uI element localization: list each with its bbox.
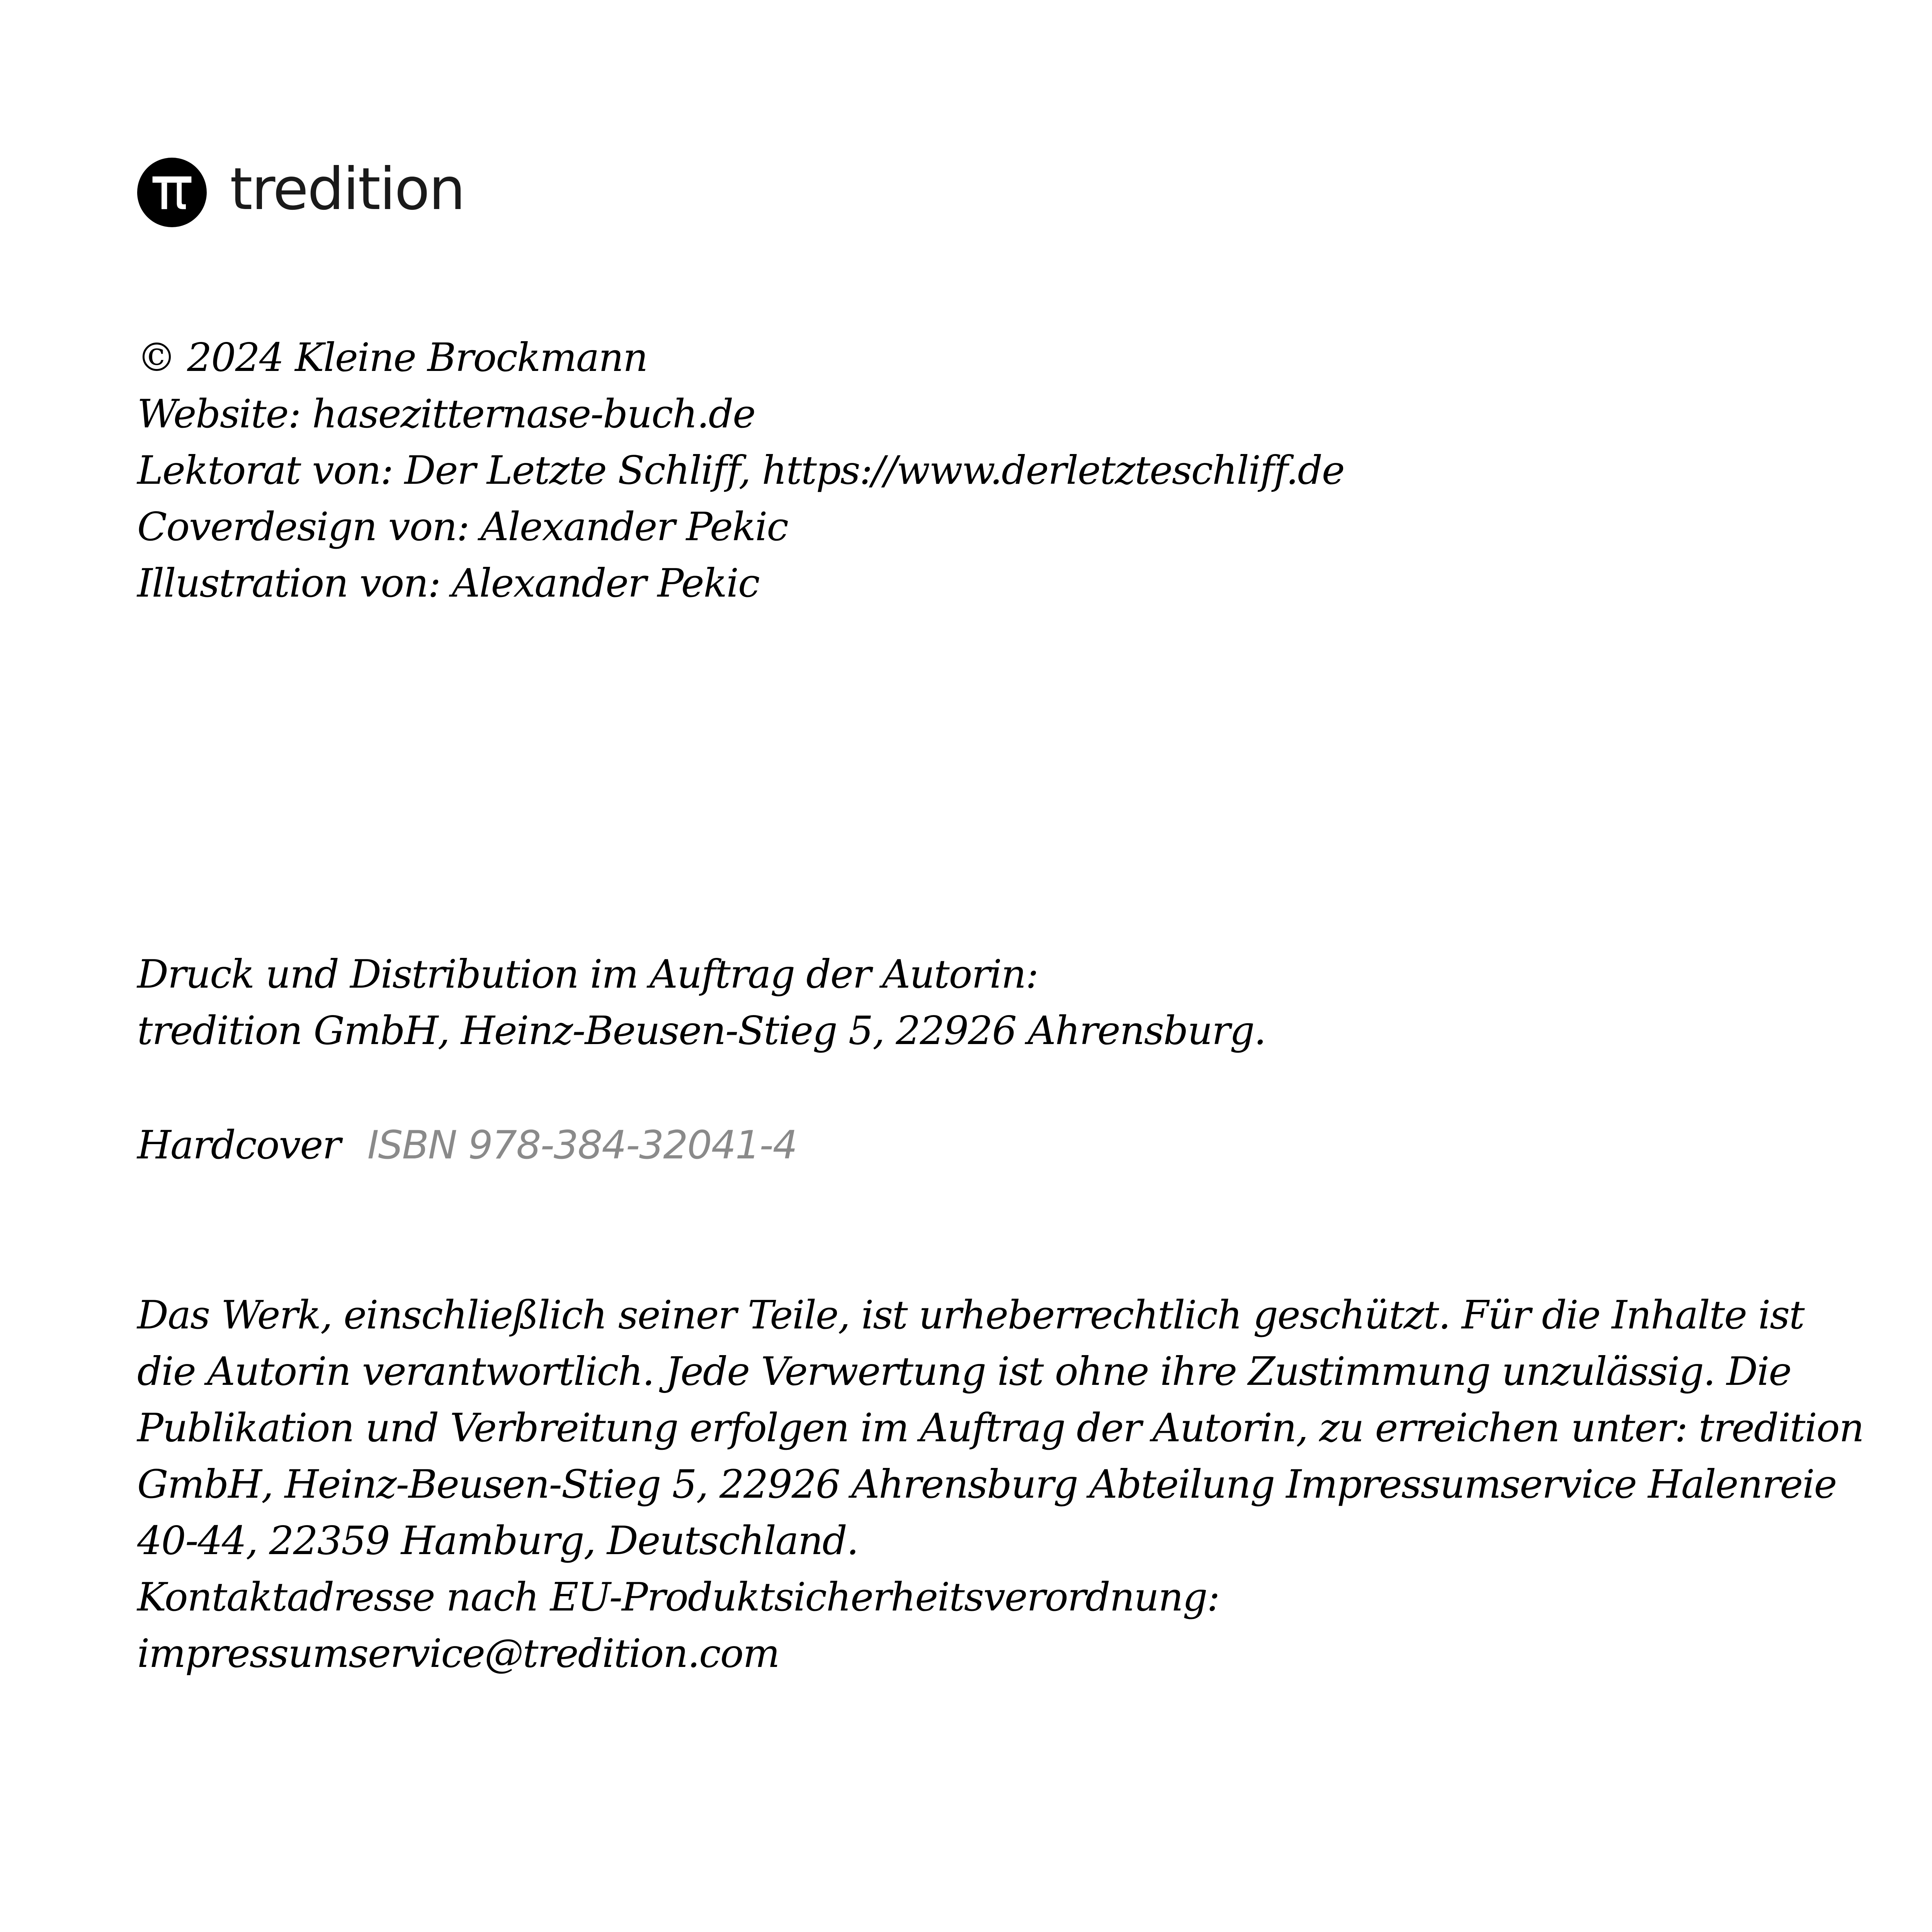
hardcover-label: Hardcover <box>137 1122 340 1168</box>
isbn-number: ISBN 978-384-32041-4 <box>367 1122 797 1168</box>
print-distribution-block <box>137 946 1265 1059</box>
legal-line: Publikation und Verbreitung erfolgen im Auftrag der Autorin, zu erreichen unter: tredition <box>137 1405 1864 1451</box>
credits-block <box>137 329 1344 611</box>
print-line-2: tredition GmbH, Heinz-Beusen-Stieg 5, 22926 Ahrensburg. <box>137 1008 1266 1053</box>
hardcover-isbn-line <box>137 1117 797 1173</box>
tredition-logo-icon <box>137 158 207 227</box>
illustration-line: Illustration von: Alexander Pekic <box>137 560 759 606</box>
legal-line: Das Werk, einschließlich seiner Teile, ist urheberrechtlich geschützt. Für die Inhalte ist <box>137 1292 1804 1338</box>
website-line: Website: hasezitternase-buch.de <box>137 391 755 437</box>
logo-wordmark: tredition <box>230 156 464 223</box>
cover-design-line: Coverdesign von: Alexander Pekic <box>137 504 788 549</box>
editing-line: Lektorat von: Der Letzte Schliff, https://www.derletzteschliff.de <box>137 447 1344 493</box>
copyright-line: © 2024 Kleine Brockmann <box>137 335 648 380</box>
publisher-logo <box>137 158 464 227</box>
legal-line: die Autorin verantwortlich. Jede Verwertung ist ohne ihre Zustimmung unzulässig. Die <box>137 1349 1791 1394</box>
print-line-1: Druck und Distribution im Auftrag der Autorin: <box>137 951 1038 997</box>
contact-email: impressumservice@tredition.com <box>137 1631 779 1676</box>
contact-heading: Kontaktadresse nach EU-Produktsicherheitsverordnung: <box>137 1574 1219 1620</box>
legal-line: GmbH, Heinz-Beusen-Stieg 5, 22926 Ahrensburg Abteilung Impressumservice Halenreie <box>137 1461 1837 1507</box>
legal-notice-block <box>137 1287 1864 1682</box>
legal-line: 40-44, 22359 Hamburg, Deutschland. <box>137 1518 858 1563</box>
